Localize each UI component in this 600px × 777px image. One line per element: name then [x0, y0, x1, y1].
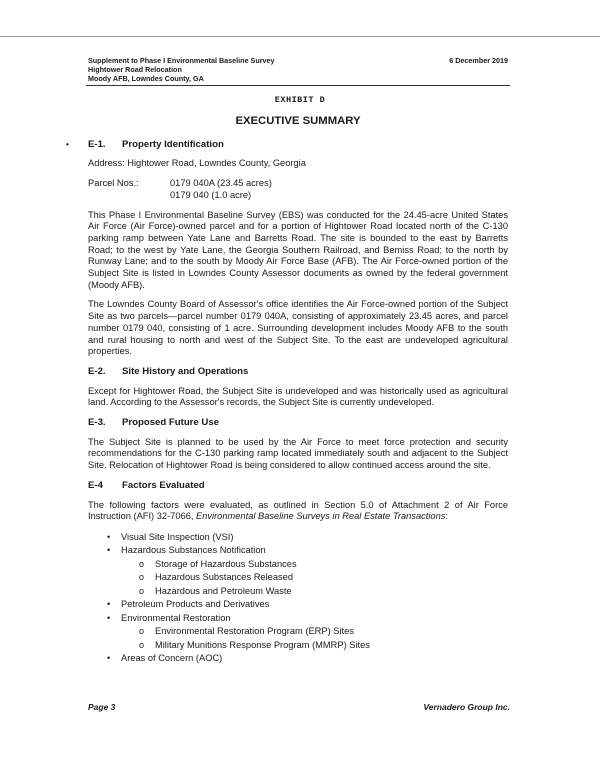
- paragraph-text: :: [445, 511, 449, 522]
- exhibit-label: EXHIBIT D: [274, 95, 326, 105]
- header-date: 6 December 2019: [449, 56, 508, 65]
- list-item: • Petroleum Products and Derivatives: [107, 598, 508, 612]
- list-item-label: Hazardous Substances Notification: [121, 545, 266, 556]
- section-number: E-3.: [88, 417, 106, 429]
- margin-mark: •: [66, 139, 69, 149]
- sub-list-item: o Storage of Hazardous Substances: [139, 558, 508, 572]
- paragraph: Except for Hightower Road, the Subject Site is undeveloped and was historically used as agricultural land. According to the Assessor's records, the Subject Site is currently undeveloped.: [88, 385, 508, 408]
- section-title: Site History and Operations: [122, 365, 249, 377]
- company-name: Vernadero Group Inc.: [423, 702, 510, 712]
- section-heading-e4: [88, 480, 508, 492]
- section-title: Property Identification: [122, 138, 224, 150]
- parcel-label: Parcel Nos.:: [88, 178, 139, 189]
- list-item-label: Environmental Restoration: [121, 612, 231, 623]
- page-number: Page 3: [88, 702, 116, 712]
- section-title: Factors Evaluated: [122, 479, 205, 491]
- parcel-value-1: 0179 040A (23.45 acres): [170, 178, 272, 189]
- page-footer: [88, 702, 510, 712]
- section-number: E-2.: [88, 365, 106, 377]
- top-rule: [0, 36, 600, 37]
- paragraph: This Phase I Environmental Baseline Survey (EBS) was conducted for the 24.45-acre United States Air Force (Air Force)-owned parcel and for a portion of Hightower Road located north of the C-130 parking ramp between Yate Lane and Barretts Road. The site is bounded to the east by Barretts Road; to the west by Yate Lane, the Georgia Southern Railroad, and Bemiss Road; to the north by Runway Lane; and to the south by Moody Air Force Base (AFB). The Air Force-owned portion of the Subject Site is listed in Lowndes County Assessor documents as owned by the federal government (Moody AFB).: [88, 209, 508, 290]
- section-title: Proposed Future Use: [122, 417, 220, 429]
- section-heading-e1: [66, 138, 508, 151]
- sub-list-item: o Hazardous and Petroleum Waste: [139, 585, 508, 599]
- sub-list: [121, 558, 508, 599]
- header-rule: [86, 85, 510, 86]
- list-item: [107, 544, 508, 598]
- parcel-block: [88, 178, 508, 201]
- list-item: [107, 612, 508, 653]
- paragraph: The Subject Site is planned to be used by the Air Force to meet force protection and security recommendations for the C-130 parking ramp located immediately south and adjacent to the Subject Site. Relocation of Hightower Road is being considered to allow continued access around the site.: [88, 436, 508, 471]
- parcel-value-2: 0179 040 (1.0 acre): [170, 189, 252, 200]
- document-body: [66, 115, 508, 666]
- parcel-values: [170, 178, 272, 201]
- section-heading-e3: [88, 417, 508, 429]
- sub-list-item: o Hazardous Substances Released: [139, 571, 508, 585]
- page-header: [88, 56, 508, 83]
- page-title: EXECUTIVE SUMMARY: [235, 115, 361, 127]
- sub-list: [121, 625, 508, 652]
- section-number: E-4: [88, 479, 103, 491]
- list-item: • Visual Site Inspection (VSI): [107, 531, 508, 545]
- paragraph: [88, 500, 508, 523]
- header-line-3: Moody AFB, Lowndes County, GA: [88, 74, 204, 83]
- paragraph-text: The following factors were evaluated, as outlined in Section 5.0 of Attachment 2 of Air Force Instruction (AFI) 32-7066,: [88, 499, 508, 522]
- sub-list-item: o Environmental Restoration Program (ERP) Sites: [139, 625, 508, 639]
- list-item: • Areas of Concern (AOC): [107, 652, 508, 666]
- address-line: Address: Hightower Road, Lowndes County, Georgia: [88, 158, 306, 169]
- document-title-italic: Environmental Baseline Surveys in Real Estate Transactions: [196, 511, 446, 522]
- header-line-1: Supplement to Phase I Environmental Baseline Survey: [88, 56, 275, 65]
- section-heading-e2: [88, 366, 508, 378]
- header-line-2: Hightower Road Relocation: [88, 65, 182, 74]
- paragraph: The Lowndes County Board of Assessor's office identifies the Air Force-owned portion of the Subject Site as two parcels—parcel number 0179 040A, consisting of approximately 23.45 acres, and parcel number 0179 040, consisting of 1 acre. Surrounding development includes Moody AFB to the south and rural housing to north and west of the Subject Site. To the east are undeveloped agricultural properties.: [88, 299, 508, 357]
- section-number: E-1.: [88, 138, 106, 150]
- factors-list: [88, 531, 508, 666]
- sub-list-item: o Military Munitions Response Program (MMRP) Sites: [139, 639, 508, 653]
